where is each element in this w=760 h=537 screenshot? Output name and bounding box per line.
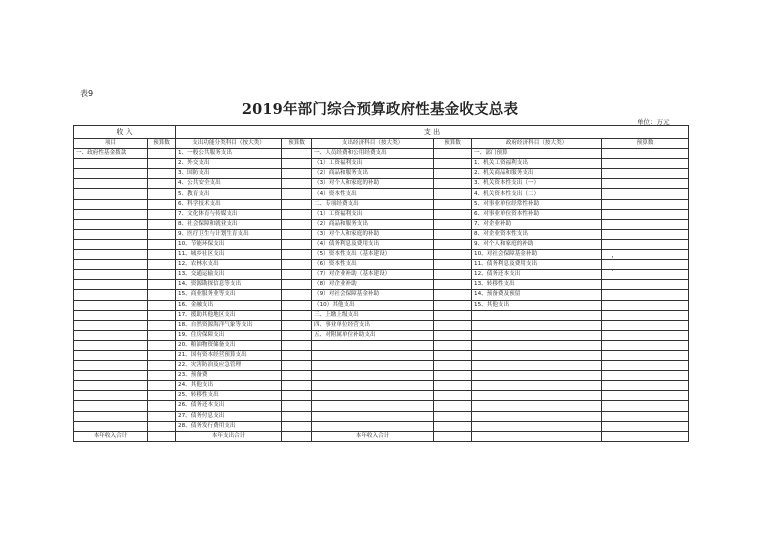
budget-cell — [148, 290, 176, 300]
func-item: 7、文化体育与传媒支出 — [176, 209, 282, 219]
budget-cell — [148, 280, 176, 290]
econ-item — [312, 361, 434, 371]
func-item: 15、商业服务业等支出 — [176, 290, 282, 300]
income-item — [74, 330, 148, 340]
budget-cell — [148, 320, 176, 330]
income-item — [74, 421, 148, 431]
budget-cell — [282, 431, 312, 441]
table-row — [74, 381, 689, 391]
budget-cell — [602, 280, 689, 290]
income-item — [74, 179, 148, 189]
budget-cell — [434, 431, 472, 441]
econ-item: （5）资本性支出（基本建设） — [312, 250, 434, 260]
budget-cell — [148, 401, 176, 411]
budget-cell — [282, 361, 312, 371]
func-item: 24、其他支出 — [176, 381, 282, 391]
budget-cell — [148, 361, 176, 371]
budget-cell — [282, 270, 312, 280]
budget-cell — [148, 179, 176, 189]
table-row — [74, 330, 689, 340]
econ-item — [312, 401, 434, 411]
budget-cell — [602, 270, 689, 280]
budget-cell — [602, 209, 689, 219]
econ-item: （1）工资福利支出 — [312, 159, 434, 169]
budget-cell — [434, 239, 472, 249]
income-item — [74, 169, 148, 179]
table-row — [74, 401, 689, 411]
table-row — [74, 179, 689, 189]
econ-item: （2）商品和服务支出 — [312, 219, 434, 229]
budget-cell — [434, 320, 472, 330]
budget-cell — [282, 401, 312, 411]
econ-item — [312, 381, 434, 391]
budget-cell — [602, 350, 689, 360]
budget-cell — [282, 391, 312, 401]
budget-cell — [602, 169, 689, 179]
budget-cell — [148, 219, 176, 229]
econ-item: （10）其他支出 — [312, 300, 434, 310]
table-row — [74, 421, 689, 431]
gov-item — [472, 371, 602, 381]
econ-item: 四、事业单位经营支出 — [312, 320, 434, 330]
econ-item — [312, 391, 434, 401]
income-total-label: 本年收入合计 — [312, 431, 434, 441]
budget-cell — [148, 421, 176, 431]
budget-table — [73, 125, 689, 442]
budget-cell — [602, 310, 689, 320]
econ-item: 一、人员经费和公用经费支出 — [312, 149, 434, 159]
gov-item — [472, 381, 602, 391]
econ-item — [312, 350, 434, 360]
gov-item — [472, 421, 602, 431]
gov-item: 9、对个人和家庭的补助 — [472, 239, 602, 249]
budget-cell — [282, 189, 312, 199]
func-item: 28、债务发行费用支出 — [176, 421, 282, 431]
budget-cell — [434, 169, 472, 179]
budget-cell — [602, 330, 689, 340]
budget-cell — [434, 199, 472, 209]
func-item: 25、转移性支出 — [176, 391, 282, 401]
income-item — [74, 229, 148, 239]
budget-cell — [148, 239, 176, 249]
col-gov: 政府经济科目（按大类） — [472, 139, 602, 149]
budget-cell — [602, 149, 689, 159]
budget-cell — [602, 320, 689, 330]
budget-cell — [434, 330, 472, 340]
budget-cell — [282, 229, 312, 239]
income-item — [74, 300, 148, 310]
econ-item: （1）工资福利支出 — [312, 209, 434, 219]
income-item — [74, 159, 148, 169]
income-item — [74, 270, 148, 280]
budget-cell — [434, 350, 472, 360]
func-item: 8、社会保障和就业支出 — [176, 219, 282, 229]
table-row — [74, 371, 689, 381]
budget-cell — [282, 350, 312, 360]
budget-cell — [602, 199, 689, 209]
table-tag: 表9 — [80, 89, 94, 98]
budget-cell — [148, 381, 176, 391]
econ-item: （8）对企业补助 — [312, 280, 434, 290]
func-item: 26、债务还本支出 — [176, 401, 282, 411]
budget-cell — [602, 179, 689, 189]
budget-cell — [602, 229, 689, 239]
func-item: 16、金融支出 — [176, 300, 282, 310]
econ-item — [312, 371, 434, 381]
budget-cell — [434, 300, 472, 310]
budget-cell — [148, 270, 176, 280]
income-item — [74, 350, 148, 360]
unit-label: 单位：万元 — [637, 118, 670, 126]
budget-cell — [148, 411, 176, 421]
gov-item — [472, 310, 602, 320]
margin-mark: · — [611, 266, 614, 276]
budget-cell — [282, 280, 312, 290]
table-row — [74, 391, 689, 401]
gov-item: 15、其他支出 — [472, 300, 602, 310]
budget-cell — [282, 371, 312, 381]
budget-cell — [282, 209, 312, 219]
func-item: 6、科学技术支出 — [176, 199, 282, 209]
func-item: 23、预备费 — [176, 371, 282, 381]
gov-item: 10、对社会保障基金补助 — [472, 250, 602, 260]
func-item: 10、节能环保支出 — [176, 239, 282, 249]
table-row — [74, 340, 689, 350]
gov-item: 11、债务利息及费用支出 — [472, 260, 602, 270]
gov-item — [472, 401, 602, 411]
gov-item: 12、债务还本支出 — [472, 270, 602, 280]
col-item: 项目 — [74, 139, 148, 149]
func-item: 14、资源勘探信息等支出 — [176, 280, 282, 290]
income-item — [74, 361, 148, 371]
budget-cell — [434, 421, 472, 431]
budget-cell — [282, 260, 312, 270]
func-item: 11、城乡社区支出 — [176, 250, 282, 260]
budget-cell — [148, 169, 176, 179]
budget-cell — [282, 199, 312, 209]
income-item — [74, 260, 148, 270]
col-func: 支出功能分类科目（按大类） — [176, 139, 282, 149]
table-row — [74, 229, 689, 239]
budget-cell — [602, 219, 689, 229]
budget-cell — [434, 209, 472, 219]
budget-cell — [282, 381, 312, 391]
budget-cell — [434, 270, 472, 280]
income-item — [74, 239, 148, 249]
table-row — [74, 320, 689, 330]
table-row — [74, 290, 689, 300]
gov-item: 一、部门预算 — [472, 149, 602, 159]
budget-cell — [282, 330, 312, 340]
func-item: 19、住房保障支出 — [176, 330, 282, 340]
budget-cell — [148, 229, 176, 239]
table-row — [74, 361, 689, 371]
budget-cell — [434, 260, 472, 270]
budget-cell — [282, 179, 312, 189]
budget-cell — [434, 361, 472, 371]
func-item: 18、自然资源海洋气象等支出 — [176, 320, 282, 330]
income-item — [74, 199, 148, 209]
col-budget: 预算数 — [282, 139, 312, 149]
budget-cell — [282, 219, 312, 229]
col-econ: 支出经济科目（按大类） — [312, 139, 434, 149]
func-item: 3、国防支出 — [176, 169, 282, 179]
func-item: 9、医疗卫生与计划生育支出 — [176, 229, 282, 239]
func-item: 4、公共安全支出 — [176, 179, 282, 189]
table-row — [74, 189, 689, 199]
budget-cell — [434, 411, 472, 421]
econ-item — [312, 411, 434, 421]
table-row — [74, 239, 689, 249]
income-item — [74, 250, 148, 260]
budget-cell — [282, 320, 312, 330]
income-item — [74, 401, 148, 411]
econ-item: （6）资本性支出 — [312, 260, 434, 270]
budget-cell — [148, 340, 176, 350]
budget-cell — [148, 260, 176, 270]
table-row — [74, 219, 689, 229]
budget-cell — [434, 159, 472, 169]
budget-cell — [148, 300, 176, 310]
table-row — [74, 250, 689, 260]
budget-cell — [602, 391, 689, 401]
budget-cell — [148, 350, 176, 360]
table-row — [74, 280, 689, 290]
budget-cell — [602, 300, 689, 310]
table-row — [74, 350, 689, 360]
budget-cell — [434, 371, 472, 381]
budget-cell — [434, 340, 472, 350]
budget-cell — [148, 391, 176, 401]
gov-item: 8、对企业资本性支出 — [472, 229, 602, 239]
budget-cell — [434, 229, 472, 239]
budget-cell — [282, 149, 312, 159]
expense-total-label: 本年支出合计 — [176, 431, 282, 441]
income-item — [74, 320, 148, 330]
func-item: 5、教育支出 — [176, 189, 282, 199]
gov-item: 13、转移性支出 — [472, 280, 602, 290]
func-item: 13、交通运输支出 — [176, 270, 282, 280]
gov-item: 6、对事业单位资本性补助 — [472, 209, 602, 219]
func-item: 17、援助其他地区支出 — [176, 310, 282, 320]
gov-item: 4、机关资本性支出（二） — [472, 189, 602, 199]
budget-cell — [148, 310, 176, 320]
budget-cell — [148, 371, 176, 381]
income-item: 一、政府性基金拨款 — [74, 149, 148, 159]
budget-cell — [434, 280, 472, 290]
income-item — [74, 189, 148, 199]
income-item — [74, 209, 148, 219]
budget-cell — [148, 431, 176, 441]
table-row — [74, 159, 689, 169]
table-row — [74, 300, 689, 310]
budget-cell — [602, 260, 689, 270]
col-budget: 预算数 — [148, 139, 176, 149]
budget-cell — [282, 169, 312, 179]
gov-item: 2、机关商品和服务支出 — [472, 169, 602, 179]
gov-item — [472, 330, 602, 340]
econ-item — [312, 340, 434, 350]
table-row — [74, 209, 689, 219]
func-item: 21、国有资本经营预算支出 — [176, 350, 282, 360]
gov-item — [472, 340, 602, 350]
budget-cell — [602, 159, 689, 169]
func-item: 22、灾害防治及应急管理 — [176, 361, 282, 371]
budget-cell — [602, 371, 689, 381]
income-item — [74, 381, 148, 391]
budget-cell — [434, 310, 472, 320]
gov-item: 1、机关工资福利支出 — [472, 159, 602, 169]
budget-cell — [282, 340, 312, 350]
func-item: 27、债务付息支出 — [176, 411, 282, 421]
budget-cell — [282, 310, 312, 320]
budget-cell — [434, 250, 472, 260]
budget-cell — [148, 250, 176, 260]
budget-cell — [282, 411, 312, 421]
income-item — [74, 371, 148, 381]
econ-item — [312, 421, 434, 431]
budget-cell — [148, 189, 176, 199]
budget-cell — [434, 290, 472, 300]
econ-item: （3）对个人和家庭的补助 — [312, 229, 434, 239]
table-row — [74, 260, 689, 270]
econ-item: （4）资本性支出 — [312, 189, 434, 199]
func-item: 20、粮油物资储备支出 — [176, 340, 282, 350]
budget-cell — [602, 189, 689, 199]
budget-cell — [282, 290, 312, 300]
budget-cell — [148, 149, 176, 159]
col-budget: 预算数 — [602, 139, 689, 149]
page-title: 2019年部门综合预算政府性基金收支总表 — [241, 101, 519, 118]
econ-item: （7）对企业补助（基本建设） — [312, 270, 434, 280]
budget-cell — [148, 209, 176, 219]
budget-cell — [602, 411, 689, 421]
gov-item — [472, 350, 602, 360]
income-item — [74, 411, 148, 421]
budget-cell — [282, 239, 312, 249]
budget-cell — [602, 401, 689, 411]
budget-cell — [602, 431, 689, 441]
gov-item: 14、预备费及预留 — [472, 290, 602, 300]
gov-item — [472, 411, 602, 421]
econ-item: （9）对社会保障基金补助 — [312, 290, 434, 300]
budget-cell — [434, 401, 472, 411]
econ-item: 三、上缴上级支出 — [312, 310, 434, 320]
budget-cell — [282, 300, 312, 310]
budget-cell — [602, 381, 689, 391]
func-item: 12、农林水支出 — [176, 260, 282, 270]
income-item — [74, 310, 148, 320]
budget-cell — [602, 239, 689, 249]
budget-cell — [602, 250, 689, 260]
budget-cell — [148, 330, 176, 340]
table-row — [74, 199, 689, 209]
budget-cell — [434, 149, 472, 159]
income-item — [74, 219, 148, 229]
margin-mark: · — [611, 253, 614, 263]
budget-cell — [148, 199, 176, 209]
gov-item — [472, 361, 602, 371]
econ-item: 二、专项经费支出 — [312, 199, 434, 209]
budget-cell — [434, 189, 472, 199]
income-item — [74, 280, 148, 290]
income-item — [74, 340, 148, 350]
table-row — [74, 149, 689, 159]
col-budget: 预算数 — [434, 139, 472, 149]
budget-cell — [434, 219, 472, 229]
budget-cell — [282, 421, 312, 431]
table-row — [74, 411, 689, 421]
gov-item — [472, 320, 602, 330]
gov-item: 3、机关资本性支出（一） — [472, 179, 602, 189]
budget-cell — [434, 179, 472, 189]
total-row — [74, 431, 689, 441]
table-row — [74, 270, 689, 280]
table-row — [74, 310, 689, 320]
econ-item: （4）债务利息及费用支出 — [312, 239, 434, 249]
budget-cell — [282, 250, 312, 260]
gov-item: 7、对企业补助 — [472, 219, 602, 229]
gov-item — [472, 391, 602, 401]
budget-cell — [602, 361, 689, 371]
budget-cell — [148, 159, 176, 169]
budget-cell — [602, 340, 689, 350]
func-item: 2、外交支出 — [176, 159, 282, 169]
econ-item: （2）商品和服务支出 — [312, 169, 434, 179]
budget-cell — [434, 391, 472, 401]
expense-header: 支 出 — [176, 126, 689, 139]
income-item — [74, 290, 148, 300]
econ-item: 五、对附属单位补助支出 — [312, 330, 434, 340]
gov-item — [472, 431, 602, 441]
budget-cell — [434, 381, 472, 391]
func-item: 1、一般公共服务支出 — [176, 149, 282, 159]
econ-item: （3）对个人和家庭的补助 — [312, 179, 434, 189]
budget-cell — [602, 290, 689, 300]
budget-cell — [282, 159, 312, 169]
gov-item: 5、对事业单位经常性补助 — [472, 199, 602, 209]
budget-cell — [602, 421, 689, 431]
income-item — [74, 391, 148, 401]
income-header: 收 入 — [74, 126, 176, 139]
income-total-label: 本年收入合计 — [74, 431, 148, 441]
table-row — [74, 169, 689, 179]
